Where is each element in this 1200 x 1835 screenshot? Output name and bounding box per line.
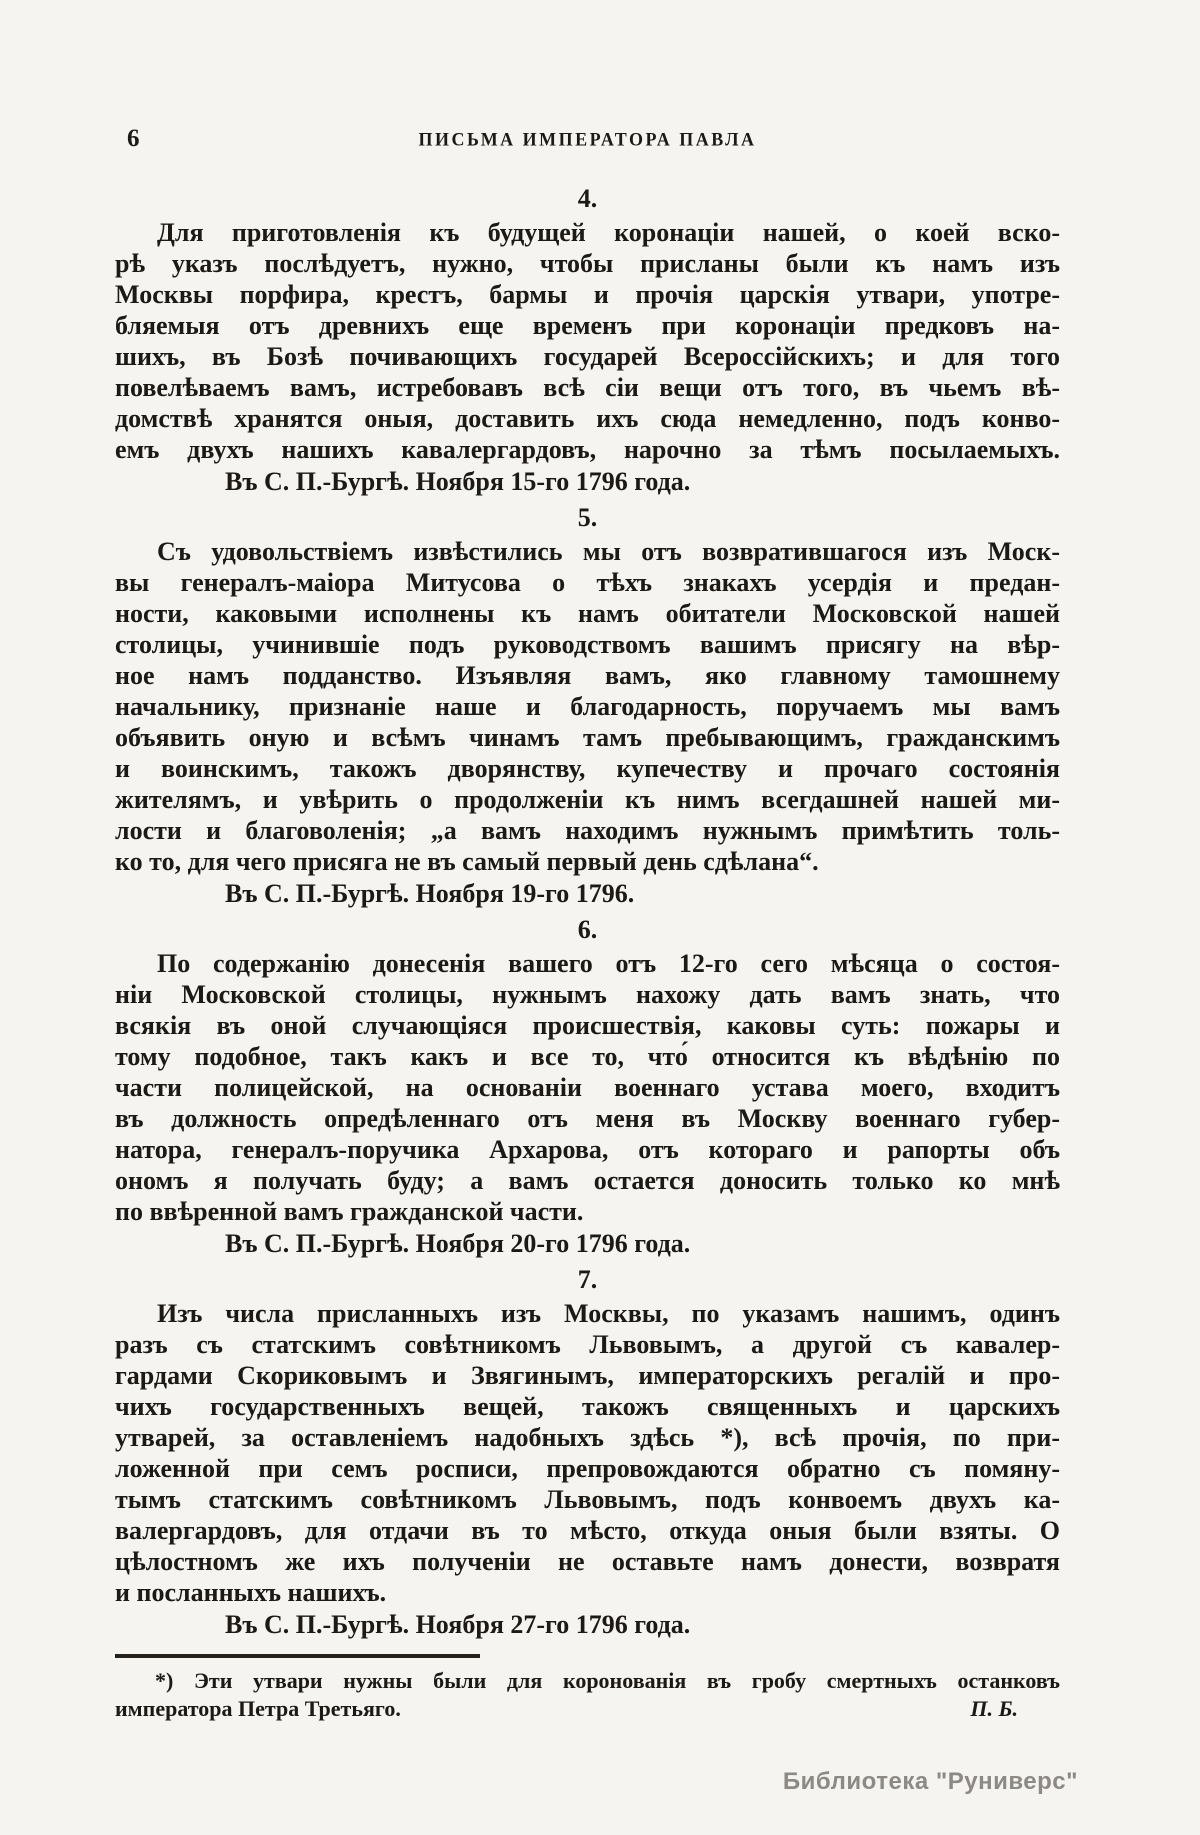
text-line: объявить оную и всѣмъ чинамъ тамъ пребывающимъ, гражданскимъ	[115, 723, 1060, 752]
text-line: ное намъ подданство. Изъявляя вамъ, яко главному тамошнему	[115, 661, 1060, 690]
letter-number: 5.	[577, 503, 598, 532]
text-line: ности, каковыми исполнены къ намъ обитатели Московской нашей	[115, 599, 1060, 628]
text-line: ономъ я получать буду; а вамъ остается доносить только ко мнѣ	[115, 1166, 1060, 1195]
text-line: натора, генералъ-поручика Архарова, отъ котораго и рапорты объ	[115, 1135, 1060, 1164]
letter-number: 7.	[577, 1265, 598, 1294]
text-line: гардами Скориковымъ и Звягинымъ, императорскихъ регалій и про-	[115, 1361, 1060, 1390]
text-line: начальнику, признаніе наше и благодарность, поручаемъ мы вамъ	[115, 692, 1060, 721]
dateline: Въ С. П.-Бургѣ. Ноября 27-го 1796 года.	[225, 1610, 691, 1639]
footnote-line-1: *) Эти утвари нужны были для коронованія въ гробу смертныхъ останковъ	[155, 1668, 1060, 1693]
running-title: ПИСЬМА ИМПЕРАТОРА ПАВЛА	[418, 128, 757, 150]
footnote-rule	[115, 1654, 480, 1658]
text-line: тымъ статскимъ совѣтникомъ Львовымъ, подъ конвоемъ двухъ ка-	[115, 1485, 1060, 1514]
letters-area	[115, 183, 1060, 1640]
text-line: части полицейской, на основаніи военнаго устава моего, входитъ	[115, 1073, 1060, 1102]
text-column	[115, 126, 1060, 1723]
text-line: и посланныхъ нашихъ.	[115, 1578, 387, 1607]
letter-section	[115, 502, 1060, 909]
letter-section	[115, 183, 1060, 497]
text-line: жителямъ, и увѣрить о продолженіи къ нимъ всегдашней нашей ми-	[115, 785, 1060, 814]
text-line: По содержанію донесенія вашего отъ 12-го сего мѣсяца о состоя-	[157, 949, 1060, 978]
text-line: цѣлостномъ же ихъ полученіи не оставьте намъ донести, возвратя	[115, 1547, 1060, 1576]
footnote	[115, 1654, 1060, 1723]
text-line: ко то, для чего присяга не въ самый первый день сдѣлана“.	[115, 847, 819, 876]
text-line: емъ двухъ нашихъ кавалергардовъ, нарочно за тѣмъ посылаемыхъ.	[115, 435, 1060, 464]
text-line: тому подобное, такъ какъ и все то, что́ относится къ вѣдѣнію по	[115, 1042, 1060, 1071]
text-line: Изъ числа присланныхъ изъ Москвы, по указамъ нашимъ, одинъ	[157, 1299, 1060, 1328]
letter-number: 6.	[577, 915, 598, 944]
text-line: въ должность опредѣленнаго отъ меня въ Москву военнаго губер-	[115, 1104, 1060, 1133]
text-line: Для приготовленія къ будущей коронаціи нашей, о коей вско-	[157, 218, 1060, 247]
text-line: ніи Московской столицы, нужнымъ нахожу дать вамъ знать, что	[115, 980, 1060, 1009]
text-line: утварей, за оставленіемъ надобныхъ здѣсь *), всѣ прочія, по при-	[115, 1423, 1060, 1452]
text-line: чихъ государственныхъ вещей, такожъ священныхъ и царскихъ	[115, 1392, 1060, 1421]
text-line: Съ удовольствіемъ извѣстились мы отъ возвратившагося изъ Моск-	[157, 537, 1060, 566]
letter-number: 4.	[577, 184, 598, 213]
footnote-signature: П. Б.	[970, 1696, 1018, 1721]
text-line: бляемыя отъ древнихъ еще временъ при коронаціи предковъ на-	[115, 311, 1060, 340]
text-line: вы генералъ-маіора Митусова о тѣхъ знакахъ усердія и предан-	[115, 568, 1060, 597]
text-line: по ввѣренной вамъ гражданской части.	[115, 1197, 584, 1226]
text-line: Москвы порфира, крестъ, бармы и прочія царскія утвари, употре-	[115, 280, 1060, 309]
text-line: домствѣ хранятся оныя, доставить ихъ сюда немедленно, подъ конво-	[115, 404, 1060, 433]
letter-section	[115, 914, 1060, 1259]
library-watermark: Библиотека "Руниверс"	[782, 1768, 1078, 1795]
page-number: 6	[127, 125, 140, 152]
page-header	[115, 126, 1060, 156]
text-line: ложенной при семъ росписи, препровождаются обратно съ помяну-	[115, 1454, 1060, 1483]
text-line: повелѣваемъ вамъ, истребовавъ всѣ сіи вещи отъ того, въ чьемъ вѣ-	[115, 373, 1060, 402]
text-line: столицы, учинившіе подъ руководствомъ вашимъ присягу на вѣр-	[115, 630, 1060, 659]
text-line: лости и благоволенія; „а вамъ находимъ нужнымъ примѣтить толь-	[115, 816, 1060, 845]
text-line: всякія въ оной случающіяся происшествія, каковы суть: пожары и	[115, 1011, 1060, 1040]
text-line: и воинскимъ, такожъ дворянству, купечеству и прочаго состоянія	[115, 754, 1060, 783]
text-line: рѣ указъ послѣдуетъ, нужно, чтобы присланы были къ намъ изъ	[115, 249, 1060, 278]
dateline: Въ С. П.-Бургѣ. Ноября 15-го 1796 года.	[225, 467, 691, 496]
text-line: шихъ, въ Бозѣ почивающихъ государей Всероссійскихъ; и для того	[115, 342, 1060, 371]
text-line: разъ съ статскимъ совѣтникомъ Львовымъ, а другой съ кавалер-	[115, 1330, 1060, 1359]
dateline: Въ С. П.-Бургѣ. Ноября 20-го 1796 года.	[225, 1229, 691, 1258]
footnote-line-2	[115, 1695, 1060, 1723]
text-line: валергардовъ, для отдачи въ то мѣсто, откуда оныя были взяты. О	[115, 1516, 1060, 1545]
letter-section	[115, 1264, 1060, 1640]
footnote-text: императора Петра Третьяго.	[115, 1696, 401, 1721]
dateline: Въ С. П.-Бургѣ. Ноября 19-го 1796.	[225, 879, 635, 908]
